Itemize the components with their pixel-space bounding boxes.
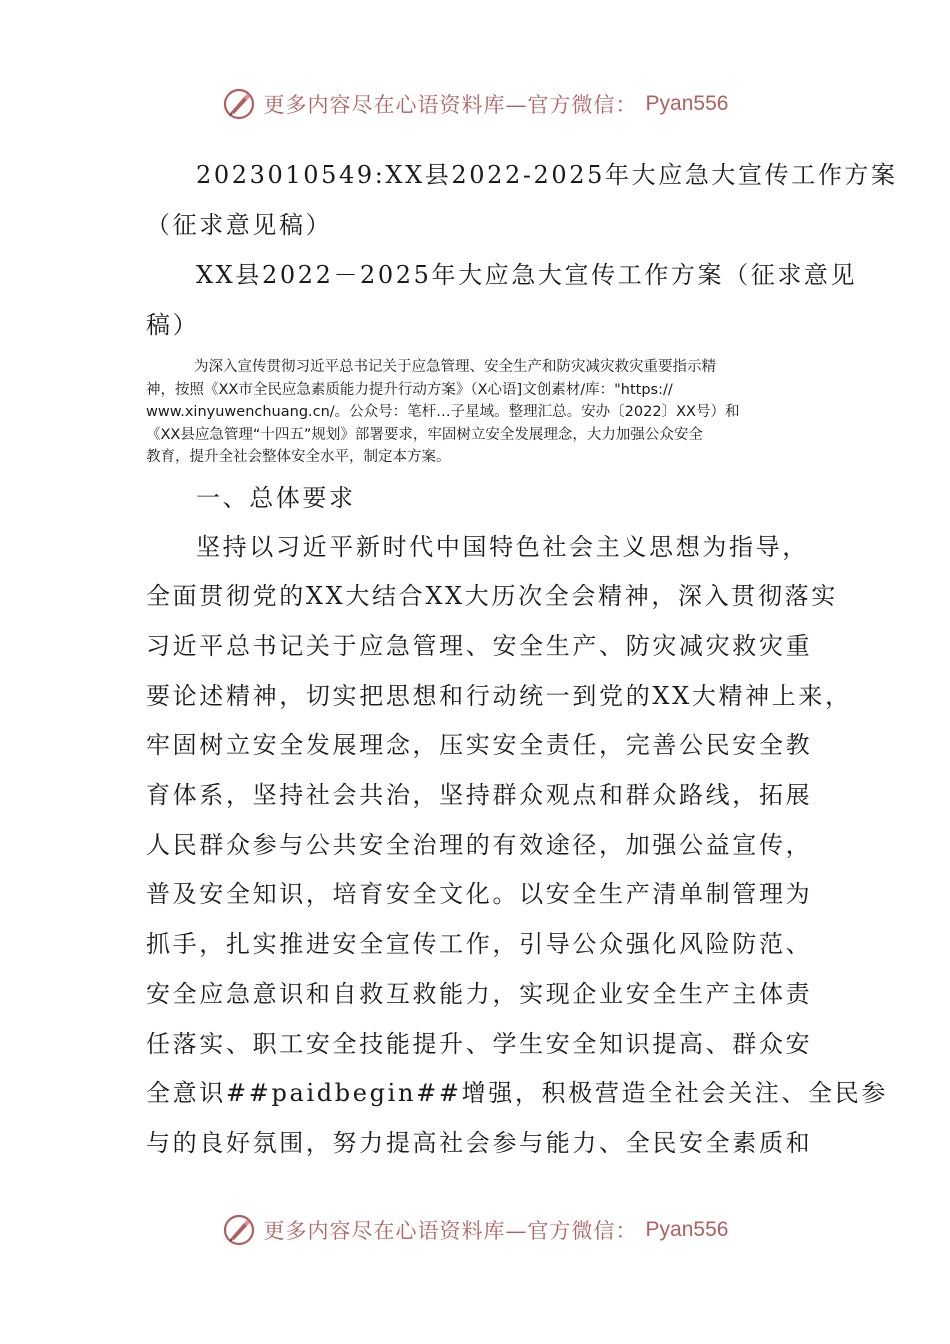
body-line: 习近平总书记关于应急管理、安全生产、防灾减灾救灾重 [146,631,813,660]
watermark-wechat-id: Pyan556 [645,92,729,115]
body-line: 要论述精神，切实把思想和行动统一到党的XX大精神上来， [146,681,852,710]
intro-line: 为深入宣传贯彻习近平总书记关于应急管理、安全生产和防灾减灾救灾重要指示精 [194,359,716,375]
body-line: 人民群众参与公共安全治理的有效途径，加强公益宣传， [146,830,813,859]
footer-watermark [0,1208,950,1252]
body-line: 安全应急意识和自救互救能力，实现企业安全生产主体责 [146,979,813,1008]
intro-line: 《XX县应急管理“十四五”规划》部署要求，牢固树立安全发展理念，大力加强公众安全 [146,426,703,443]
body-paragraph [146,523,889,1169]
watermark-text: 更多内容尽在心语资料库—官方微信： [263,1219,638,1243]
body-line: 抓手，扎实推进安全宣传工作，引导公众强化风险防范、 [146,930,813,959]
pen-logo-icon [222,87,256,121]
watermark-wechat-id: Pyan556 [645,1218,729,1241]
watermark-text: 更多内容尽在心语资料库—官方微信： [263,93,638,117]
intro-line: 教育，提升全社会整体安全水平，制定本方案。 [146,449,451,465]
body-line: 与的良好氛围，努力提高社会参与能力、全民安全素质和 [146,1128,813,1157]
body-line: 全面贯彻党的XX大结合XX大历次全会精神，深入贯彻落实 [146,582,838,611]
body-line: 任落实、职工安全技能提升、学生安全知识提高、群众安 [146,1029,813,1058]
document-subtitle-line-1: XX县2022－2025年大应急大宣传工作方案（征求意见 [196,261,858,289]
intro-line: www.xinyuwenchuang.cn/。公众号：笔杆…子星域。整理汇总。安办〔2022〕XX号）和 [146,404,740,420]
pen-logo-icon [222,1213,256,1247]
body-line: 普及安全知识，培育安全文化。以安全生产清单制管理为 [146,880,813,909]
document-title-line-1: 2023010549:XX县2022-2025年大应急大宣传工作方案 [196,161,898,189]
document-body [146,150,898,1169]
body-line: 坚持以习近平新时代中国特色社会主义思想为指导， [196,532,809,561]
document-title-line-2: （征求意见稿） [146,211,333,239]
header-watermark [0,82,950,126]
body-line: 牢固树立安全发展理念，压实安全责任，完善公民安全教 [146,731,813,760]
intro-paragraph [146,356,811,469]
section-heading: 一、总体要求 [196,483,356,512]
document-subtitle-line-2: 稿） [146,311,200,339]
body-line: 育体系，坚持社会共治，坚持群众观点和群众路线，拓展 [146,781,813,810]
body-line: 全意识##paidbegin##增强，积极营造全社会关注、全民参 [146,1079,889,1108]
intro-line: 神，按照《XX市全民应急素质能力提升行动方案》（X心语]文创素材/库："https:// [146,381,673,398]
